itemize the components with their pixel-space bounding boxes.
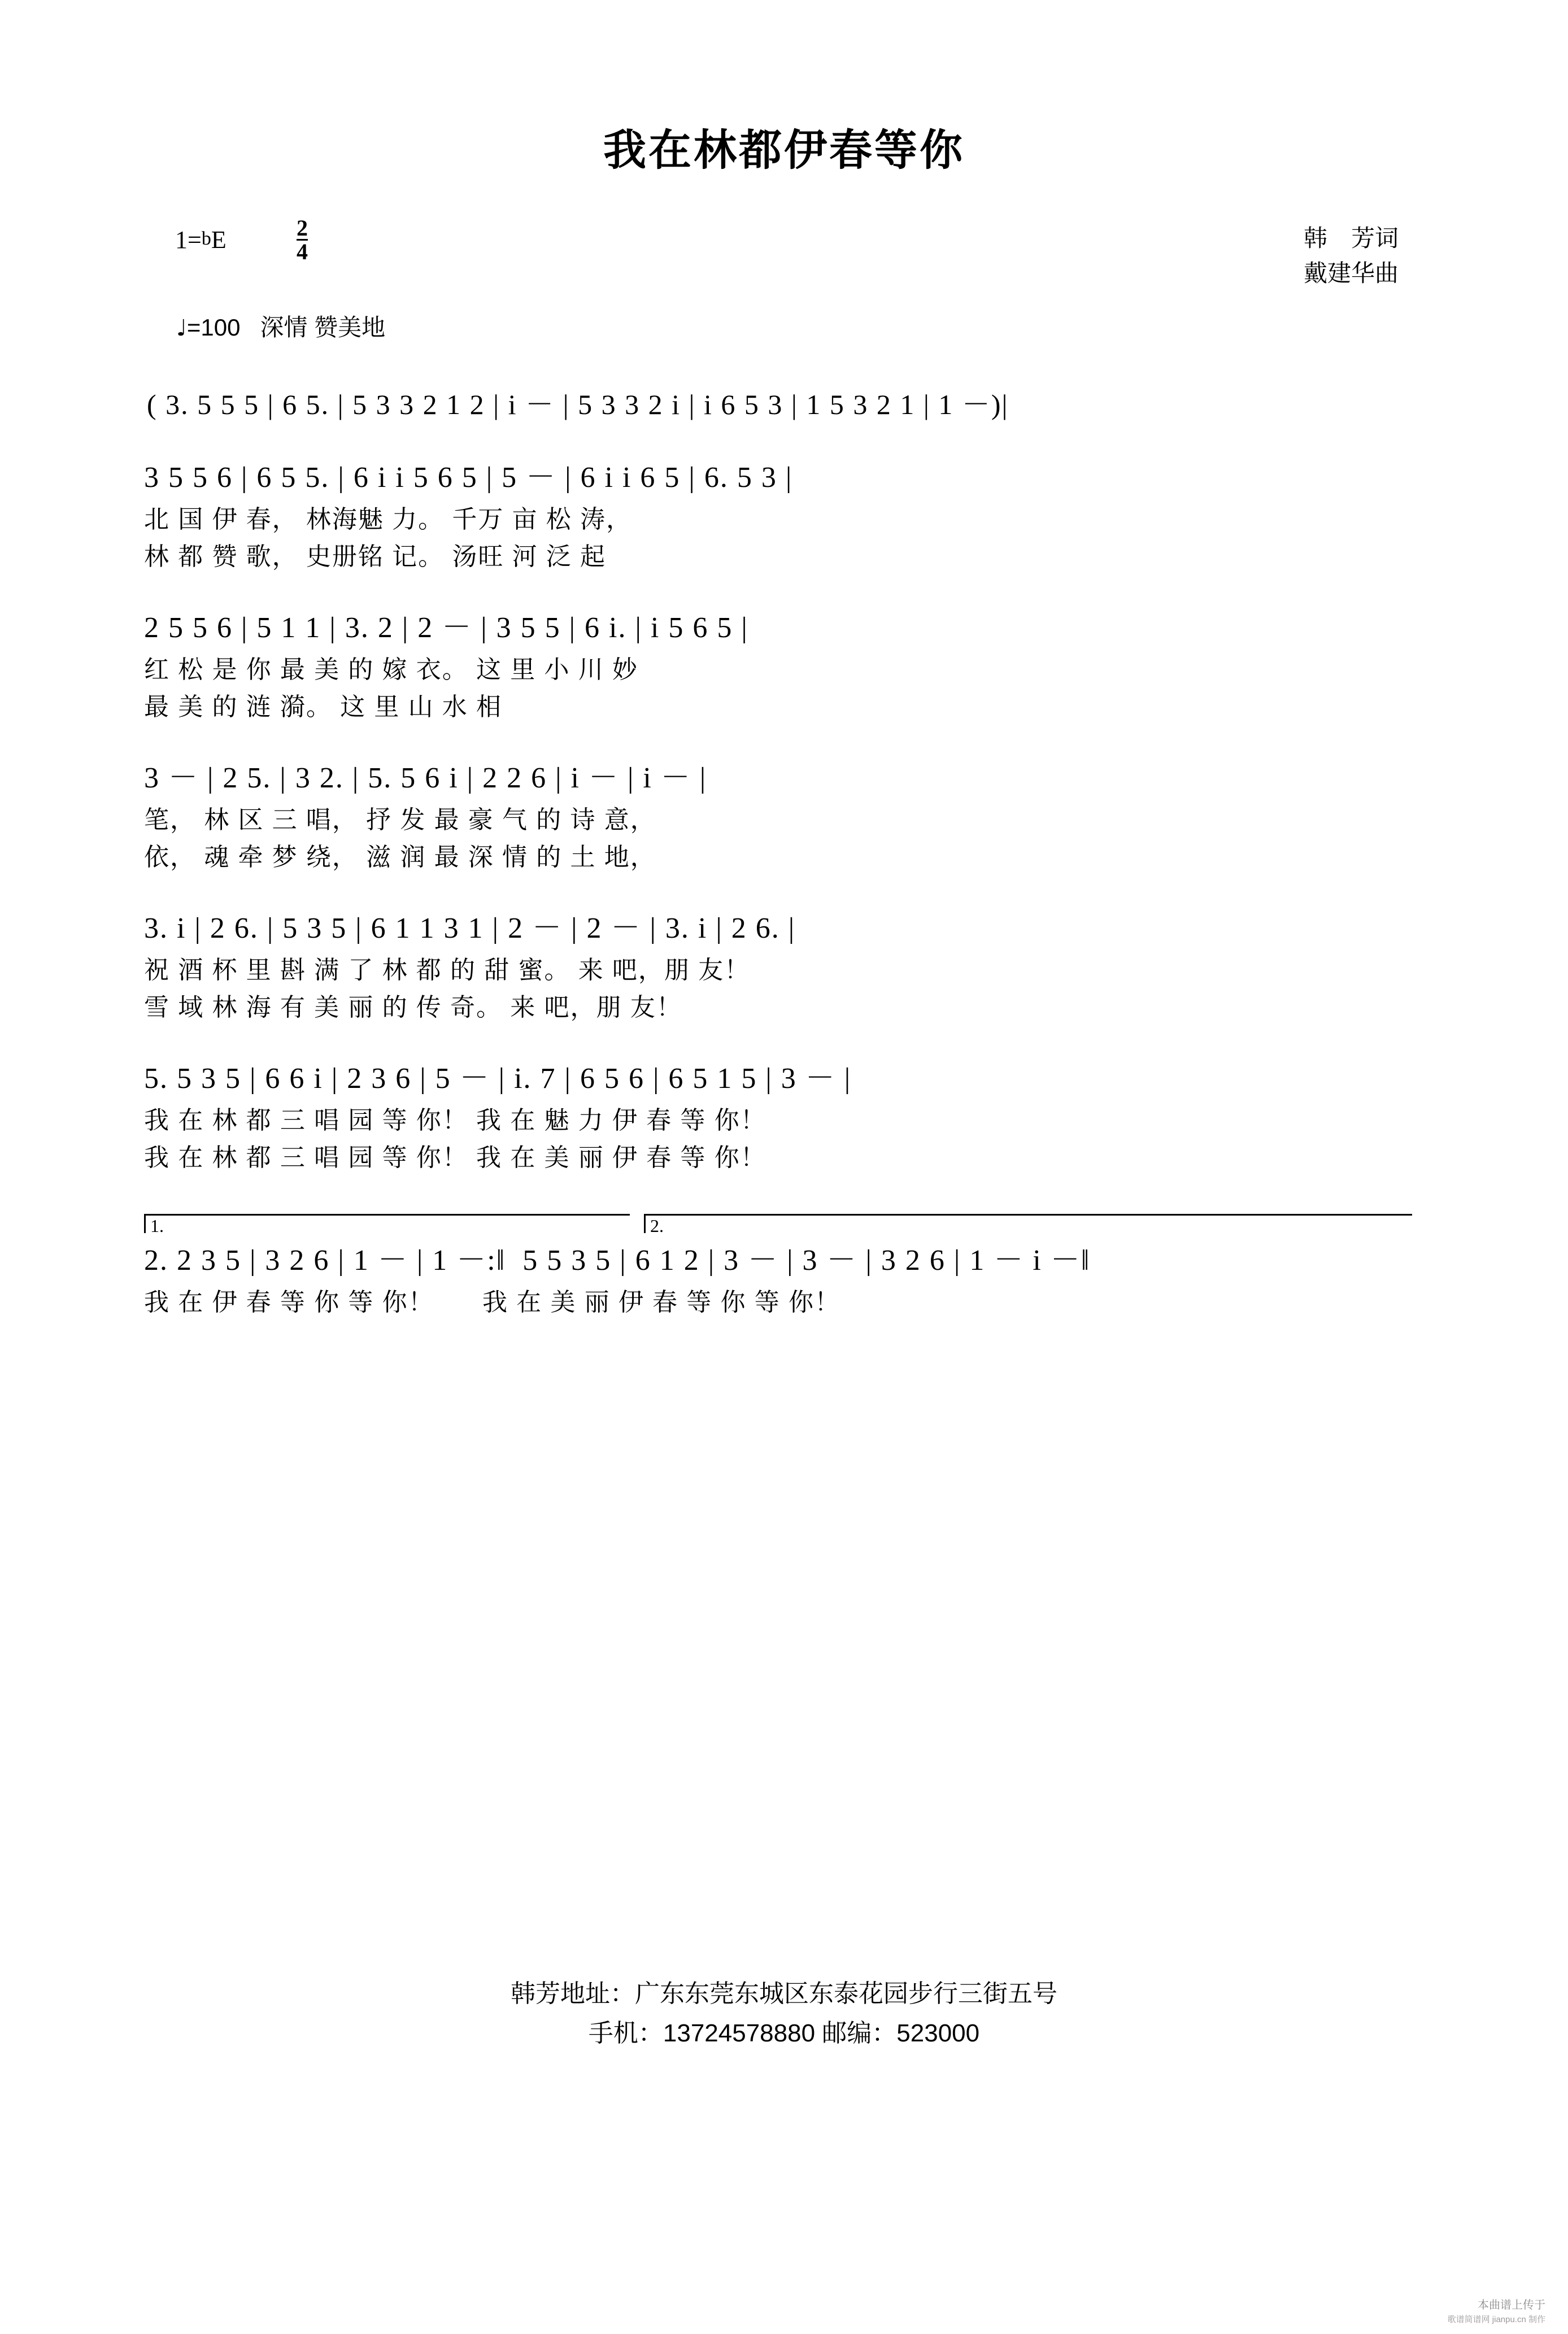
system-1 bbox=[144, 457, 1568, 576]
quarter-note-icon: ♩ bbox=[176, 315, 187, 341]
flat-icon: b bbox=[201, 228, 211, 249]
footer-contact bbox=[0, 1974, 1568, 2053]
system-4 bbox=[144, 908, 1568, 1026]
ending-1-bracket: 1. bbox=[144, 1214, 630, 1233]
watermark-line-1: 本曲谱上传于 bbox=[1478, 2299, 1545, 2311]
tempo-marking bbox=[176, 309, 385, 343]
system-5-lyrics-verse2: 我 在 林 都 三 唱 园 等 你！ 我 在 美 丽 伊 春 等 你！ bbox=[144, 1144, 766, 1172]
system-4-lyrics-verse1: 祝 酒 杯 里 斟 满 了 林 都 的 甜 蜜。 来 吧，朋 友！ bbox=[144, 956, 751, 984]
composer: 戴建华曲 bbox=[1303, 260, 1399, 286]
system-5 bbox=[144, 1058, 1568, 1177]
footer-phone: 手机：13724578880 邮编：523000 bbox=[588, 2019, 980, 2047]
system-1-notation: 3 5 5 6 | 6 5 5. | 6 i i 5 6 5 | 5 － | 6 i i 6 5 | 6. 5 3 | bbox=[144, 461, 793, 494]
ending-brackets bbox=[144, 1214, 1568, 1236]
lyricist: 韩 芳词 bbox=[1303, 225, 1399, 251]
system-2-notation: 2 5 5 6 | 5 1 1 | 3. 2 | 2 － | 3 5 5 | 6 i. | i 5 6 5 | bbox=[144, 612, 748, 644]
score-header bbox=[0, 215, 1568, 341]
key-signature bbox=[175, 225, 227, 254]
tempo-value: =100 bbox=[186, 314, 241, 341]
system-2-lyrics-verse1: 红 松 是 你 最 美 的 嫁 衣。 这 里 小 川 妙 bbox=[144, 656, 638, 683]
system-5-notation: 5. 5 3 5 | 6 6 i | 2 3 6 | 5 － | i. 7 | 6 5 6 | 6 5 1 5 | 3 － | bbox=[144, 1063, 852, 1095]
watermark bbox=[1448, 2298, 1545, 2327]
key-signature-letter: E bbox=[211, 226, 227, 254]
system-1-lyrics-verse1: 北 国 伊 春， 林海魅 力。 千万 亩 松 涛， bbox=[144, 506, 633, 533]
system-3 bbox=[144, 757, 1568, 876]
ending-2-bracket: 2. bbox=[644, 1214, 1412, 1233]
system-4-notation: 3. i | 2 6. | 5 3 5 | 6 1 1 3 1 | 2 － | 2 － | 3. i | 2 6. | bbox=[144, 912, 796, 944]
key-signature-prefix: 1= bbox=[175, 226, 202, 254]
expression-marking: 深情 赞美地 bbox=[260, 314, 386, 341]
ending-2-notation: 5 5 3 5 | 6 1 2 | 3 － | 3 － | 3 2 6 | 1 － i －‖ bbox=[522, 1244, 1091, 1277]
credits bbox=[1304, 221, 1399, 291]
ending-2-lyrics: 我 在 美 丽 伊 春 等 你 等 你！ bbox=[482, 1288, 840, 1316]
system-2-lyrics-verse2: 最 美 的 涟 漪。 这 里 山 水 相 bbox=[144, 693, 503, 721]
system-2 bbox=[144, 607, 1568, 726]
system-5-lyrics-verse1: 我 在 林 都 三 唱 园 等 你！ 我 在 魅 力 伊 春 等 你！ bbox=[144, 1107, 766, 1134]
watermark-line-2: 歌谱简谱网 jianpu.cn 制作 bbox=[1447, 2315, 1545, 2324]
system-endings bbox=[144, 1240, 1568, 1321]
system-3-notation: 3 － | 2 5. | 3 2. | 5. 5 6 i | 2 2 6 | i － | i － | bbox=[144, 762, 707, 794]
endings-lyrics bbox=[144, 1284, 1568, 1321]
intro-notation: ( 3. 5 5 5 | 6 5. | 5 3 3 2 1 2 | i － | 5 3 3 2 i | i 6 5 3 | 1 5 3 2 1 | 1 －)| bbox=[147, 389, 1009, 420]
ending-1-notation: 2. 2 3 5 | 3 2 6 | 1 － | 1 －:‖ bbox=[144, 1244, 506, 1277]
sheet-music-page bbox=[0, 116, 1568, 2334]
ending-1-lyrics: 我 在 伊 春 等 你 等 你！ bbox=[144, 1288, 434, 1316]
endings-notation bbox=[144, 1240, 1568, 1282]
footer-address: 韩芳地址：广东东莞东城区东泰花园步行三街五号 bbox=[511, 1980, 1057, 2008]
time-signature-numerator: 2 bbox=[297, 215, 308, 241]
system-4-lyrics-verse2: 雪 域 林 海 有 美 丽 的 传 奇。 来 吧，朋 友！ bbox=[144, 994, 682, 1021]
time-signature-denominator: 4 bbox=[297, 239, 308, 264]
system-3-lyrics-verse1: 笔， 林 区 三 唱， 抒 发 最 豪 气 的 诗 意， bbox=[144, 806, 656, 834]
system-3-lyrics-verse2: 依， 魂 牵 梦 绕， 滋 润 最 深 情 的 土 地， bbox=[144, 843, 656, 871]
page-title: 我在林都伊春等你 bbox=[603, 127, 965, 175]
system-1-lyrics-verse2: 林 都 赞 歌， 史册铭 记。 汤旺 河 泛 起 bbox=[144, 543, 607, 571]
time-signature bbox=[297, 217, 308, 263]
